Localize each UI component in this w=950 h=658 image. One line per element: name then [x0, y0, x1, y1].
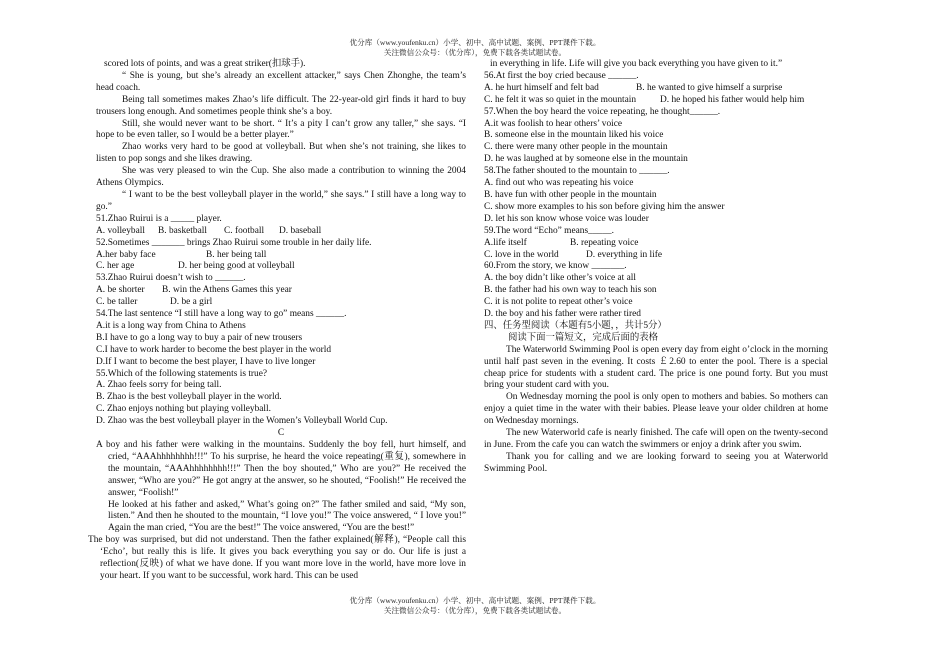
reading-paragraph: The Waterworld Swimming Pool is open every day from eight o’clock in the morning until half past seven in the evening. It costs ￡2.60 to enter the pool. There is a special cheap price for students with a student card. The price is one pound forty. But you must bring your student card with you.: [484, 344, 828, 391]
option-b: B. basketball: [158, 225, 207, 236]
question-51-stem: 51.Zhao Ruirui is a _____ player.: [96, 213, 222, 224]
question-59-options-row2: [484, 250, 828, 262]
question-60-stem: 60.From the story, we know _______.: [484, 261, 627, 272]
story-continuation: in everything in life. Life will give you back everything you have given to it.”: [490, 59, 783, 69]
question-52-stem: 52.Sometimes _______ brings Zhao Ruirui some trouble in her daily life.: [96, 237, 372, 248]
option-b: B. win the Athens Games this year: [162, 285, 292, 296]
passage-paragraph: scored lots of points, and was a great striker(扣球手).: [104, 59, 306, 69]
passage-paragraph: Zhao works very hard to be good at volleyball. But when she’s not training, she likes to listen to pop songs and she likes drawing.: [96, 142, 466, 165]
option-a: A. Zhao feels sorry for being tall.: [96, 380, 222, 391]
option-a: A.her baby face: [96, 249, 156, 260]
option-d: D. the boy and his father were rather tired: [484, 309, 641, 320]
option-b: B. her being tall: [206, 249, 267, 260]
left-column: [88, 59, 466, 583]
section-c-heading: C: [277, 428, 285, 439]
page-header: [0, 38, 950, 58]
option-b: B. have fun with other people in the mountain: [484, 189, 657, 200]
question-52-options-row2: [96, 261, 466, 273]
question-55-stem: 55.Which of the following statements is true?: [96, 368, 268, 379]
option-d: D. Zhao was the best volleyball player in the Women’s Volleyball World Cup.: [96, 416, 388, 427]
option-c: C. her age: [96, 261, 135, 272]
question-53-options-row1: [96, 285, 466, 297]
question-59-options-row1: [484, 238, 828, 250]
footer-line-1: 优分库（www.youfenku.cn）小学、初中、高中试题、案例、PPT课件下载。: [349, 596, 601, 605]
passage-paragraph: She was very pleased to win the Cup. She also made a contribution to winning the 2004 Athens Olympics.: [96, 166, 466, 189]
option-c: C. it is not polite to repeat other’s voice: [484, 297, 633, 308]
question-59-stem: 59.The word “Echo” means_____.: [484, 225, 614, 236]
passage-paragraph: “ She is young, but she’s already an excellent attacker,” says Chen Zhonghe, the team’s head coach.: [96, 70, 466, 93]
option-c: C. he felt it was so quiet in the mountain: [484, 94, 637, 105]
question-57-stem: 57.When the boy heard the voice repeating, he thought______.: [484, 106, 721, 117]
option-d: D.If I want to become the best player, I have to live longer: [96, 356, 316, 367]
story-paragraph: A boy and his father were walking in the mountains. Suddenly the boy fell, hurt himself, and cried, “AAAhhhhhhhh!!!” To his surprise, he heard the voice repeating(重复), somewhere in the mountain, “AAAhhhhhhhh!!!” Then the boy shouted,” Who are you?” He received the answer, “Who are you?” He got angry at the answer, so he shouted, “Foolish!” He received the answer, “Foolish!”: [96, 440, 466, 498]
question-53-options-row2: [96, 297, 466, 309]
story-paragraph: The boy was surprised, but did not understand. Then the father explained(解释), “People call this ‘Echo’, but really this is life. It gives you back everything you say or do. Our life is just a reflection(反映) of what we have done. If you want more love in the world, have more love in your heart. If you want to be successful, work hard. This can be used: [88, 535, 466, 581]
option-b: B. Zhao is the best volleyball player in the world.: [96, 392, 282, 403]
footer-line-2: 关注微信公众号：（优分库），免费下载各类试题试卷。: [383, 606, 567, 615]
header-line-1: 优分库（www.youfenku.cn）小学、初中、高中试题、案例、PPT课件下载。: [349, 38, 601, 47]
option-a: A. volleyball: [96, 225, 145, 236]
option-d: D. be a girl: [170, 297, 213, 308]
question-53-stem: 53.Zhao Ruirui doesn’t wish to ______.: [96, 273, 246, 284]
option-d: D. her being good at volleyball: [178, 261, 295, 272]
option-b: B. the father had his own way to teach his son: [484, 285, 657, 296]
option-c: C. love in the world: [484, 249, 559, 260]
option-d: D. let his son know whose voice was louder: [484, 213, 649, 224]
right-column: [484, 59, 828, 476]
reading-paragraph: The new Waterworld cafe is nearly finished. The cafe will open on the twenty-second in June. From the cafe you can watch the swimmers or enjoy a drink after you swim.: [484, 428, 828, 450]
option-c: C. Zhao enjoys nothing but playing volleyball.: [96, 404, 271, 415]
option-d: D. he was laughed at by someone else in the mountain: [484, 154, 688, 165]
reading-paragraph: On Wednesday morning the pool is only open to mothers and babies. So mothers can enjoy a quiet time in the water with their babies. Please leave your older children at home on Wednesday mornings.: [484, 392, 828, 427]
section-4-title: 四、任务型阅读（本题有5小题，，共计5分）: [484, 320, 667, 331]
option-b: B. repeating voice: [570, 237, 639, 248]
section-4-instruction: 阅读下面一篇短文，完成后面的表格: [508, 332, 659, 343]
option-c: C.I have to work harder to become the best player in the world: [96, 344, 332, 355]
passage-paragraph: Being tall sometimes makes Zhao’s life difficult. The 22-year-old girl finds it hard to buy trousers long enough. And sometimes people think she’s a boy.: [96, 94, 466, 117]
header-line-2: 关注微信公众号：（优分库），免费下载各类试题试卷。: [383, 48, 567, 57]
page-footer: [0, 596, 950, 616]
question-56-options-row1: [484, 83, 828, 95]
option-d: D. he hoped his father would help him: [660, 94, 805, 105]
option-a: A. the boy didn’t like other’s voice at all: [484, 273, 636, 284]
question-54-stem: 54.The last sentence “I still have a long way to go” means ______.: [96, 309, 347, 320]
option-a: A. he hurt himself and felt bad: [484, 82, 599, 93]
passage-paragraph: “ I want to be the best volleyball player in the world,” she says.” I still have a long way to go.”: [96, 189, 466, 212]
question-52-options-row1: [96, 250, 466, 262]
story-paragraph: He looked at his father and asked,” What’s going on?” The father smiled and said, “My son, listen.” And then he shouted to the mountain, “I love you!” The voice answered, “ I love you!” Again the man cried, “You are the best!” The voice answered, “You are the best!”: [108, 499, 466, 534]
option-c: C. there were many other people in the mountain: [484, 142, 668, 153]
option-d: D. everything in life: [586, 249, 663, 260]
option-d: D. baseball: [279, 225, 322, 236]
reading-paragraph: Thank you for calling and we are looking forward to seeing you at Waterworld Swimming Pool.: [484, 451, 828, 474]
option-b: B. he wanted to give himself a surprise: [636, 82, 783, 93]
option-b: B. someone else in the mountain liked his voice: [484, 130, 664, 141]
option-a: A.life itself: [484, 237, 527, 248]
question-56-options-row2: [484, 95, 828, 107]
option-a: A.it is a long way from China to Athens: [96, 320, 246, 331]
question-58-stem: 58.The father shouted to the mountain to ______.: [484, 166, 670, 177]
option-b: B.I have to go a long way to buy a pair of new trousers: [96, 332, 303, 343]
option-a: A. find out who was repeating his voice: [484, 178, 634, 189]
option-c: C. football: [224, 225, 265, 236]
option-a: A. be shorter: [96, 285, 145, 296]
option-c: C. show more examples to his son before giving him the answer: [484, 201, 725, 212]
option-c: C. be taller: [96, 297, 138, 308]
passage-paragraph: Still, she would never want to be short. “ It’s a pity I can’t grow any taller,” she says. “I hope to be even taller, so I would be a better player.”: [96, 118, 466, 141]
option-a: A.it was foolish to hear others’ voice: [484, 118, 623, 129]
question-56-stem: 56.At first the boy cried because ______.: [484, 70, 639, 81]
question-51-options: [96, 226, 466, 238]
